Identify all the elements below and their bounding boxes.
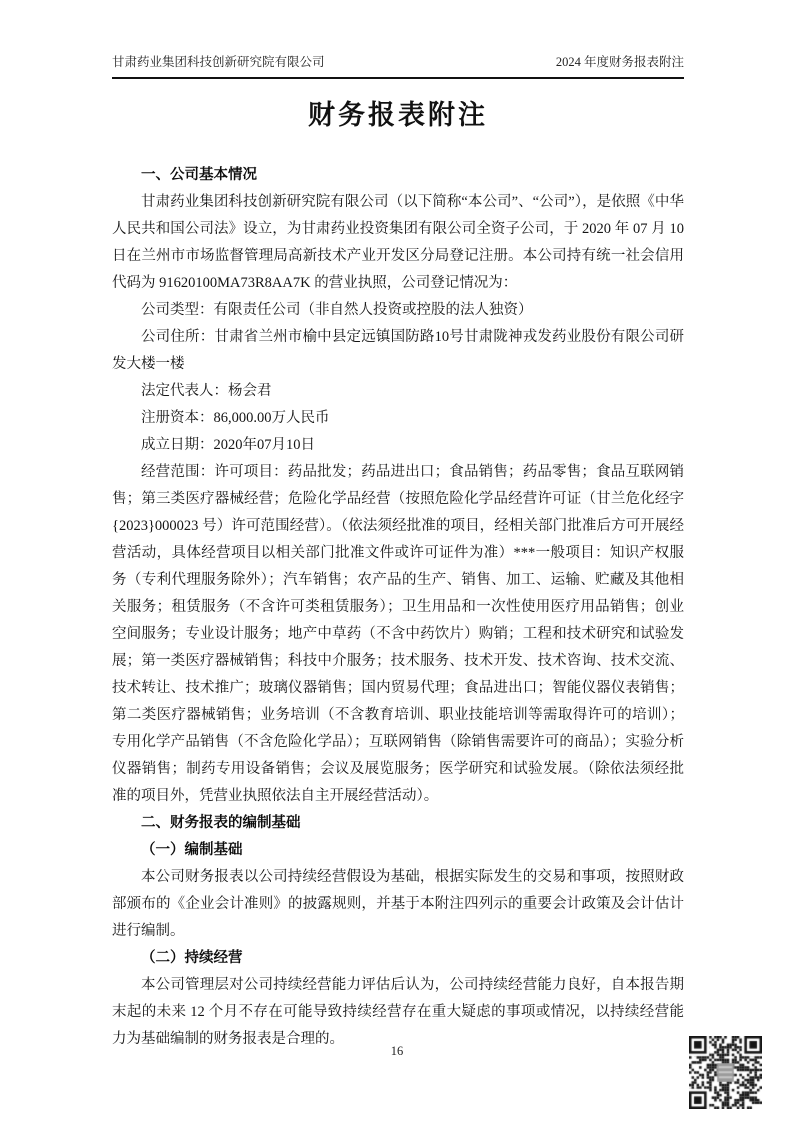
document-title: 财务报表附注 [308, 100, 488, 130]
subheading-going-concern: （二）持续经营 [141, 950, 243, 966]
para-registered-capital: 注册资本：86,000.00万人民币 [141, 410, 330, 426]
qr-code-icon [689, 1036, 762, 1109]
para-company-address: 公司住所：甘肃省兰州市榆中县定远镇国防路10号甘肃陇神戎发药业股份有限公司研发大楼一楼 [112, 329, 684, 372]
page-header [112, 52, 684, 79]
document-body [112, 96, 684, 1053]
page-number: 16 [390, 1044, 404, 1058]
para-going-concern: 本公司管理层对公司持续经营能力评估后认为，公司持续经营能力良好，自本报告期末起的未来 12 个月不存在可能导致持续经营存在重大疑虑的事项或情况，以持续经营能力为基础编制的财务报表是合理的。 [112, 977, 684, 1047]
para-company-type: 公司类型：有限责任公司（非自然人投资或控股的法人独资） [141, 302, 533, 318]
para-company-intro: 甘肃药业集团科技创新研究院有限公司（以下简称“本公司”、“公司”），是依照《中华人民共和国公司法》设立，为甘肃药业投资集团有限公司全资子公司，于 2020 年 07 月 10 日在兰州市市场监督管理局高新技术产业开发区分局登记注册。本公司持有统一社会信用代码为 91620100MA73R8AA7K 的营业执照，公司登记情况为： [112, 194, 684, 291]
header-company-name: 甘肃药业集团科技创新研究院有限公司 [112, 55, 325, 69]
para-legal-representative: 法定代表人：杨会君 [141, 383, 272, 399]
para-basis: 本公司财务报表以公司持续经营假设为基础，根据实际发生的交易和事项，按照财政部颁布的《企业会计准则》的披露规则，并基于本附注四列示的重要会计政策及会计估计进行编制。 [112, 869, 684, 939]
heading-company-basic-info: 一、公司基本情况 [141, 167, 257, 183]
heading-preparation-basis: 二、财务报表的编制基础 [141, 815, 301, 831]
para-business-scope: 经营范围：许可项目：药品批发；药品进出口；食品销售；药品零售；食品互联网销售；第三类医疗器械经营；危险化学品经营（按照危险化学品经营许可证（甘兰危化经字{2023}000023 号）许可范围经营）。（依法须经批准的项目，经相关部门批准后方可开展经营活动，具体经营项目以相关部门批准文件或许可证件为准）***一般项目：知识产权服务（专利代理服务除外）；汽车销售；农产品的生产、销售、加工、运输、贮藏及其他相关服务；租赁服务（不含许可类租赁服务）；卫生用品和一次性使用医疗用品销售；创业空间服务；专业设计服务；地产中草药（不含中药饮片）购销；工程和技术研究和试验发展；第一类医疗器械销售；科技中介服务；技术服务、技术开发、技术咨询、技术交流、技术转让、技术推广；玻璃仪器销售；国内贸易代理；食品进出口；智能仪器仪表销售；第二类医疗器械销售；业务培训（不含教育培训、职业技能培训等需取得许可的培训）；专用化学产品销售（不含危险化学品）；互联网销售（除销售需要许可的商品）；实验分析仪器销售；制药专用设备销售；会议及展览服务；医学研究和试验发展。（除依法须经批准的项目外，凭营业执照依法自主开展经营活动）。 [112, 464, 684, 804]
subheading-basis: （一）编制基础 [141, 842, 243, 858]
header-report-title: 2024 年度财务报表附注 [555, 55, 684, 69]
para-establish-date: 成立日期：2020年07月10日 [141, 437, 315, 453]
